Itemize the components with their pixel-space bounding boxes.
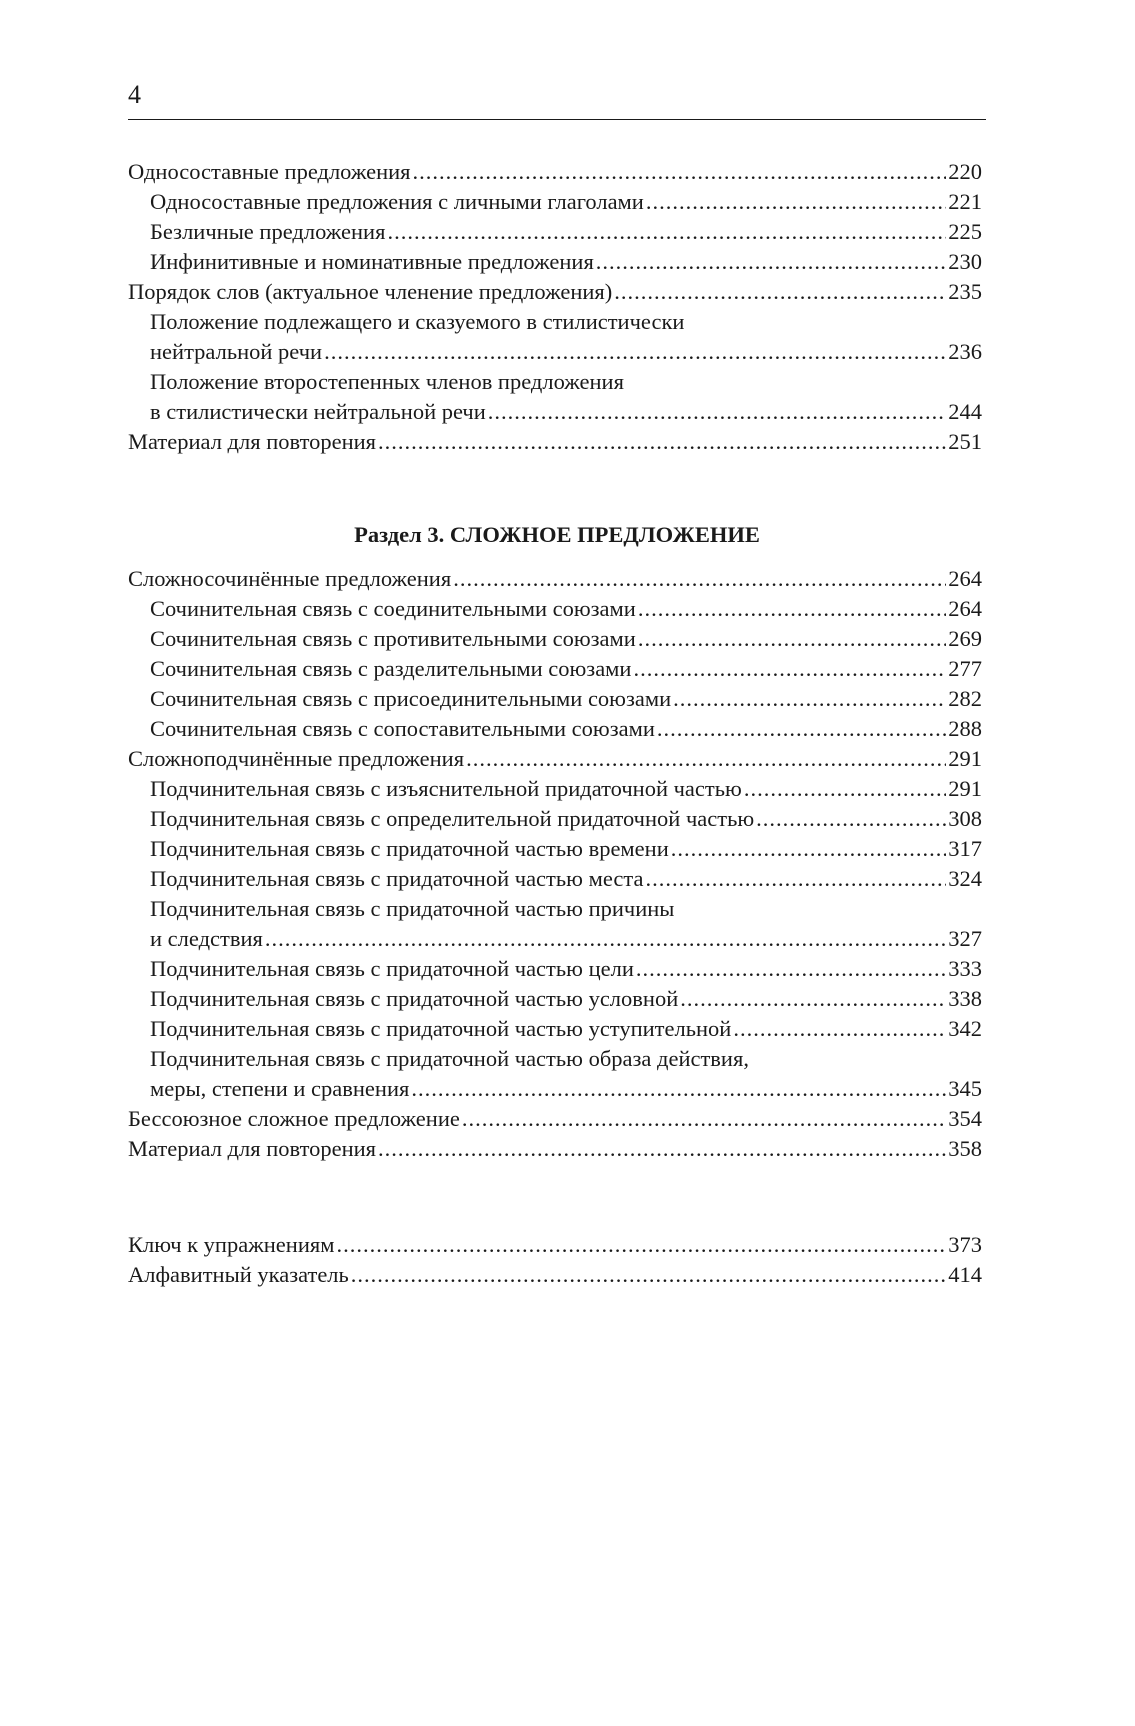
toc-entry [128,367,982,397]
toc-dot-leader [614,277,946,307]
toc-entry-title: Сочинительная связь с разделительными союзами [150,656,632,681]
toc-entry-title: Положение второстепенных членов предложения [150,369,624,394]
toc-dot-leader [378,1134,946,1164]
toc-entry-page: 354 [948,1106,982,1131]
toc-dot-leader [378,427,946,457]
toc-entry-title: Подчинительная связь с придаточной частью уступительной [150,1016,732,1041]
toc-entry-page: 324 [948,866,982,891]
toc-entry-page: 225 [948,219,982,244]
toc-entry-page: 264 [948,566,982,591]
toc-entry-title: Инфинитивные и номинативные предложения [150,249,594,274]
toc-entry-title: Сложносочинённые предложения [128,566,452,591]
toc-entry-page: 220 [948,159,982,184]
toc-entry-page: 291 [948,776,982,801]
toc-dot-leader [645,864,946,894]
toc-entry [128,1014,982,1044]
toc-entry [128,1134,982,1164]
toc-entry [128,427,982,457]
toc-entry-page: 317 [948,836,982,861]
toc-dot-leader [646,187,946,217]
toc-entry-page: 333 [948,956,982,981]
toc-entry-page: 288 [948,716,982,741]
toc-dot-leader [638,624,946,654]
toc-entry [128,1044,982,1074]
toc-entry [128,1230,982,1260]
toc-entry-title: Подчинительная связь с определительной придаточной частью [150,806,755,831]
toc-entry [128,187,982,217]
page-number: 4 [128,80,141,109]
toc-entry-title: Материал для повторения [128,1136,377,1161]
toc-dot-leader [488,397,946,427]
toc-entry-title: Сложноподчинённые предложения [128,746,465,771]
toc-dot-leader [636,954,946,984]
toc-dot-leader [756,804,946,834]
toc-dot-leader [413,157,947,187]
toc-entry-title: и следствия [150,926,263,951]
toc-entry [128,157,982,187]
toc-dot-leader [596,247,946,277]
toc-entry-page: 373 [948,1232,982,1257]
toc-dot-leader [744,774,946,804]
toc-entry-title: Сочинительная связь с противительными союзами [150,626,636,651]
toc-entry-page: 345 [948,1076,982,1101]
toc-entry [128,564,982,594]
toc-dot-leader [671,834,947,864]
toc-entry-page: 269 [948,626,982,651]
toc-dot-leader [453,564,946,594]
toc-entry [128,217,982,247]
section-heading: Раздел 3. СЛОЖНОЕ ПРЕДЛОЖЕНИЕ [354,522,760,547]
toc-entry-title: Положение подлежащего и сказуемого в стилистически [150,309,685,334]
toc-entry-page: 235 [948,279,982,304]
toc-entry-title: Сочинительная связь с сопоставительными союзами [150,716,655,741]
toc-entry [128,1260,982,1290]
toc-dot-leader [336,1230,946,1260]
toc-entry [128,397,982,427]
toc-entry-title: Односоставные предложения [128,159,411,184]
toc-entry [128,984,982,1014]
toc-dot-leader [733,1014,946,1044]
toc-entry-title: Ключ к упражнениям [128,1232,335,1257]
toc-dot-leader [411,1074,946,1104]
toc-entry-page: 264 [948,596,982,621]
toc-dot-leader [387,217,946,247]
toc-dot-leader [462,1104,946,1134]
toc-dot-leader [680,984,946,1014]
toc-entry-title: меры, степени и сравнения [150,1076,410,1101]
toc-entry-title: Порядок слов (актуальное членение предложения) [128,279,613,304]
toc-entry [128,954,982,984]
toc-entry-title: Подчинительная связь с изъяснительной придаточной частью [150,776,742,801]
toc-entry [128,594,982,624]
toc-entry [128,894,982,924]
toc-dot-leader [466,744,946,774]
toc-entry-title: Сочинительная связь с соединительными союзами [150,596,636,621]
toc-dot-leader [673,684,946,714]
toc-entry [128,744,982,774]
toc-entry-title: Односоставные предложения с личными глаголами [150,189,644,214]
toc-block-complex-sentence [128,564,982,1164]
toc-entry-page: 338 [948,986,982,1011]
toc-entry-page: 236 [948,339,982,364]
toc-entry [128,684,982,714]
toc-entry-title: Подчинительная связь с придаточной частью причины [150,896,675,921]
toc-entry-title: Подчинительная связь с придаточной частью времени [150,836,669,861]
toc-entry-page: 291 [948,746,982,771]
toc-entry-title: Подчинительная связь с придаточной частью условной [150,986,679,1011]
header-rule [128,119,986,120]
toc-entry-page: 414 [948,1262,982,1287]
toc-entry-page: 358 [948,1136,982,1161]
toc-entry-title: Материал для повторения [128,429,377,454]
toc-block-syntax-simple [128,157,982,457]
toc-entry-title: Подчинительная связь с придаточной частью места [150,866,644,891]
toc-entry-title: Подчинительная связь с придаточной частью образа действия, [150,1046,749,1071]
toc-entry [128,1074,982,1104]
toc-entry-page: 342 [948,1016,982,1041]
toc-entry [128,714,982,744]
toc-entry [128,834,982,864]
toc-entry-page: 308 [948,806,982,831]
toc-entry-title: Подчинительная связь с придаточной частью цели [150,956,634,981]
toc-entry [128,277,982,307]
toc-entry-title: Алфавитный указатель [128,1262,349,1287]
toc-entry [128,1104,982,1134]
toc-entry [128,774,982,804]
toc-entry [128,924,982,954]
toc-entry [128,337,982,367]
toc-entry-title: Бессоюзное сложное предложение [128,1106,460,1131]
toc-entry-title: в стилистически нейтральной речи [150,399,486,424]
toc-dot-leader [324,337,946,367]
toc-entry-page: 277 [948,656,982,681]
toc-entry-page: 327 [948,926,982,951]
toc-entry-page: 251 [948,429,982,454]
toc-entry-title: Безличные предложения [150,219,386,244]
toc-entry-page: 230 [948,249,982,274]
toc-dot-leader [265,924,946,954]
toc-entry [128,804,982,834]
toc-entry-page: 282 [948,686,982,711]
toc-entry-page: 244 [948,399,982,424]
toc-entry [128,247,982,277]
toc-entry-title: Сочинительная связь с присоединительными союзами [150,686,672,711]
toc-entry [128,654,982,684]
toc-entry-page: 221 [948,189,982,214]
toc-block-appendix [128,1230,982,1290]
toc-dot-leader [657,714,946,744]
toc-dot-leader [633,654,946,684]
toc-entry [128,864,982,894]
toc-entry [128,307,982,337]
toc-dot-leader [638,594,946,624]
toc-entry-title: нейтральной речи [150,339,323,364]
toc-entry [128,624,982,654]
toc-dot-leader [351,1260,946,1290]
